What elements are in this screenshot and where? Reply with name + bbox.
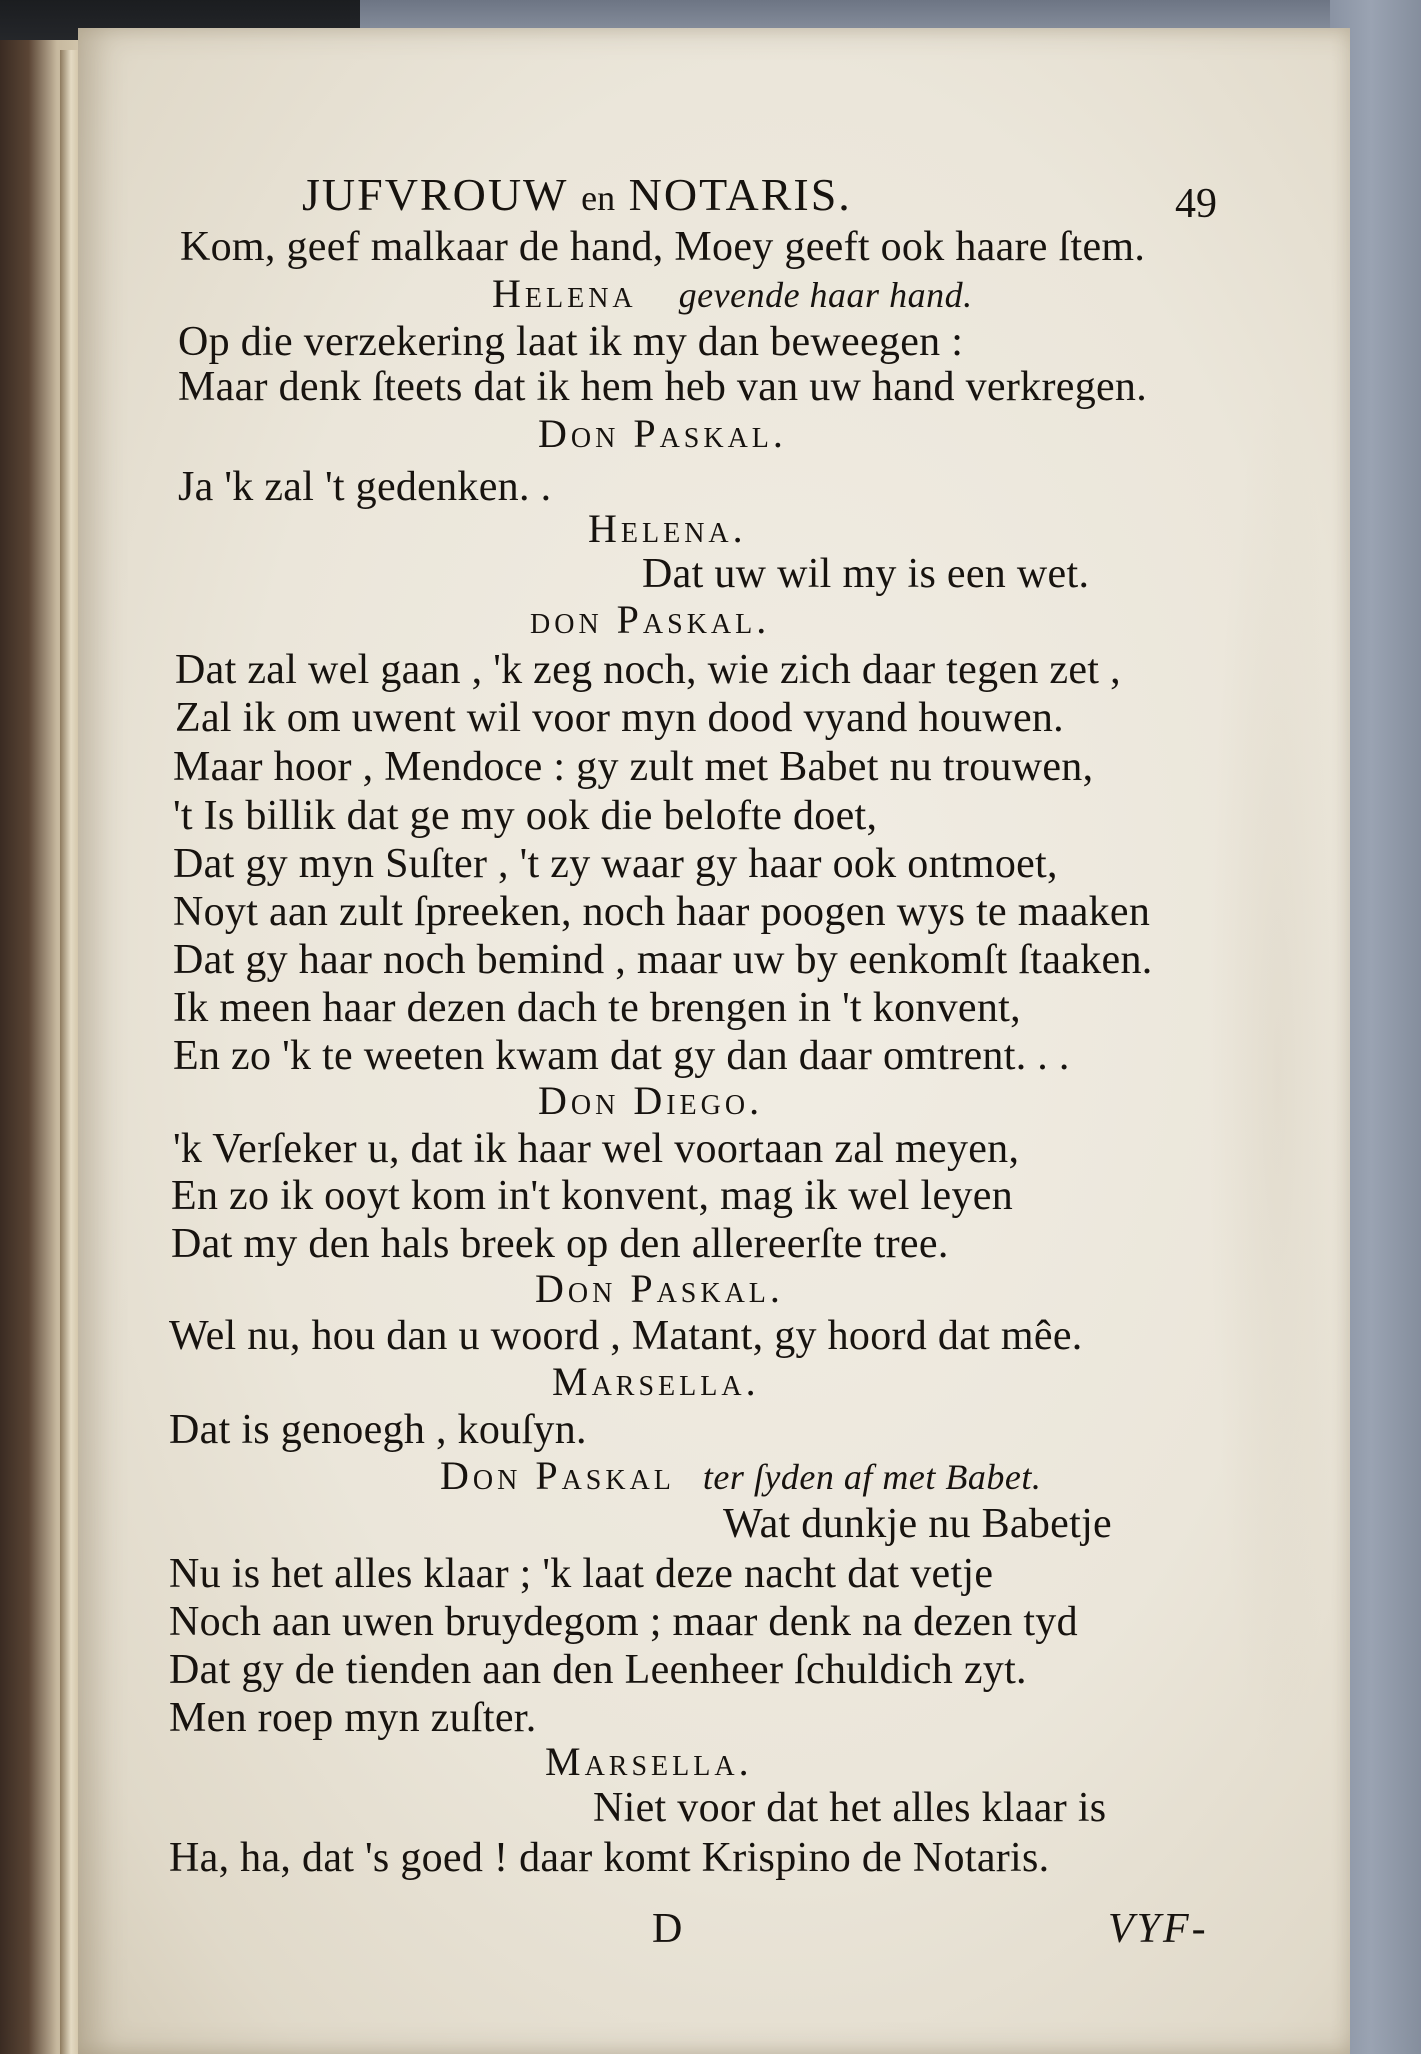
verse-line: Dat zal wel gaan , 'k zeg noch, wie zich daar tegen zet , — [175, 647, 1121, 693]
catchword: VYF- — [1108, 1906, 1209, 1952]
verse-line: Men roep myn zuſter. — [169, 1695, 537, 1741]
verse-line: Wat dunkje nu Babetje — [723, 1501, 1112, 1547]
verse-line: En zo ik ooyt kom in't konvent, mag ik wel leyen — [171, 1173, 1013, 1219]
verse-line: Noyt aan zult ſpreeken, noch haar poogen wys te maaken — [173, 889, 1151, 935]
verse-line: Dat gy de tienden aan den Leenheer ſchuldich zyt. — [169, 1647, 1027, 1693]
speaker-name: Helena gevende haar hand. — [492, 271, 973, 316]
running-head-conj: en — [581, 178, 616, 218]
verse-line: Maar hoor , Mendoce : gy zult met Babet nu trouwen, — [173, 744, 1094, 790]
speaker-name: Marsella. — [545, 1739, 753, 1784]
stage-direction: ter ſyden af met Babet. — [702, 1457, 1042, 1497]
verse-line: Ha, ha, dat 's goed ! daar komt Krispino de Notaris. — [169, 1835, 1050, 1881]
signature-mark: D — [652, 1906, 683, 1952]
verse-line: Dat is genoegh , kouſyn. — [169, 1407, 587, 1453]
speaker-name: Marsella. — [552, 1359, 760, 1404]
verse-line: Noch aan uwen bruydegom ; maar denk na dezen tyd — [169, 1599, 1078, 1645]
speaker-name: don Paskal. — [530, 597, 771, 642]
verse-line: Maar denk ſteets dat ik hem heb van uw hand verkregen. — [178, 364, 1148, 410]
verse-line: Niet voor dat het alles klaar is — [593, 1785, 1107, 1831]
verse-line: Ik meen haar dezen dach te brengen in 't konvent, — [173, 985, 1021, 1031]
verse-line: 'k Verſeker u, dat ik haar wel voortaan zal meyen, — [173, 1126, 1020, 1172]
speaker-name: Don Paskal. — [538, 411, 787, 456]
verse-line: Ja 'k zal 't gedenken. . — [178, 464, 552, 510]
speaker-name: Don Diego. — [538, 1078, 764, 1123]
running-head — [302, 168, 852, 221]
verse-line: Kom, geef malkaar de hand, Moey geeft ook haare ſtem. — [180, 224, 1146, 270]
verse-line: Dat my den hals breek op den allereerſte tree. — [171, 1221, 949, 1267]
running-head-right: NOTARIS. — [628, 169, 852, 220]
verse-line: Dat gy haar noch bemind , maar uw by eenkomſt ſtaaken. — [173, 937, 1153, 983]
stage-direction: gevende haar hand. — [678, 275, 973, 315]
verse-line: Zal ik om uwent wil voor myn dood vyand houwen. — [175, 695, 1064, 741]
verse-line: Wel nu, hou dan u woord , Matant, gy hoord dat mêe. — [169, 1313, 1083, 1359]
verse-line: Dat uw wil my is een wet. — [642, 551, 1090, 597]
verse-line: Dat gy myn Suſter , 't zy waar gy haar ook ontmoet, — [173, 841, 1058, 887]
page-number: 49 — [1175, 181, 1217, 227]
verse-line: En zo 'k te weeten kwam dat gy dan daar omtrent. . . — [173, 1033, 1070, 1079]
speaker-name: Don Paskal ter ſyden af met Babet. — [440, 1453, 1042, 1498]
speaker-name: Helena. — [588, 506, 747, 551]
speaker-name: Don Paskal. — [535, 1266, 784, 1311]
verse-line: Op die verzekering laat ik my dan beweegen : — [178, 319, 964, 365]
verse-line: Nu is het alles klaar ; 'k laat deze nacht dat vetje — [169, 1551, 994, 1597]
show-through-stain — [1208, 378, 1348, 1778]
verse-line: 't Is billik dat ge my ook die belofte doet, — [173, 793, 878, 839]
running-head-left: JUFVROUW — [302, 169, 568, 220]
